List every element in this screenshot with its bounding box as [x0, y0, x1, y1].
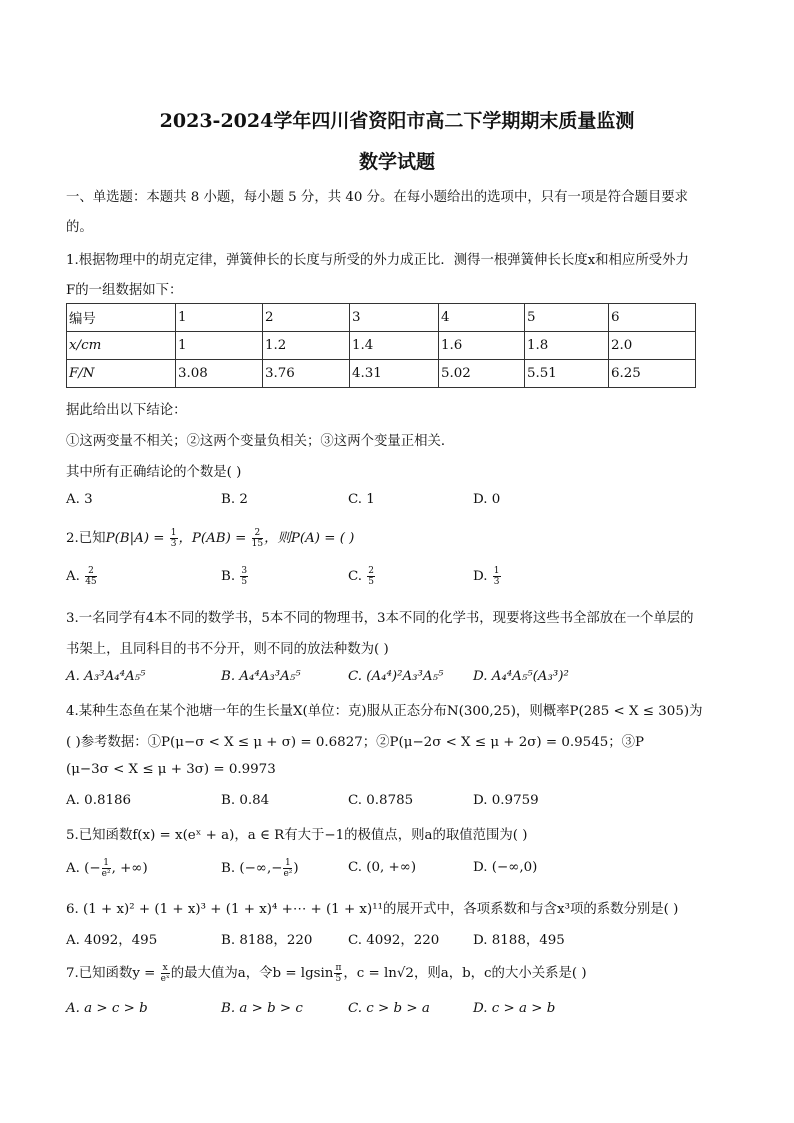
q7-option-b: B. a > b > c	[221, 1001, 303, 1016]
table-cell: 1.4	[350, 332, 439, 360]
fraction-numerator: 2	[85, 566, 96, 577]
q2-p-ba: P(B|A) =	[105, 531, 169, 546]
option-fraction	[102, 858, 111, 879]
q2-fraction-1	[170, 528, 178, 549]
q6-stem: 6. (1 + x)² + (1 + x)³ + (1 + x)⁴ +⋯ + (1 + x)¹¹的展开式中，各项系数和与含x³项的系数分别是( )	[66, 902, 679, 917]
q1-option-d: D. 0	[473, 492, 501, 507]
q4-stem-line1: 4.某种生态鱼在某个池塘一年的生长量X(单位：克)服从正态分布N(300,25)，则概率P(285 < X ≤ 305)为	[66, 704, 703, 719]
page-subtitle: 数学试题	[358, 151, 435, 173]
option-prefix: A. (−	[66, 861, 101, 876]
q2-option-b	[221, 566, 249, 587]
q3-option-c: C. (A₄⁴)²A₃³A₅⁵	[348, 669, 444, 684]
q2-fraction-2	[252, 528, 263, 549]
table-cell: 2.0	[609, 332, 696, 360]
q6-option-b: B. 8188，220	[221, 933, 313, 948]
option-letter: C.	[348, 569, 363, 584]
option-fraction	[493, 566, 501, 587]
q4-option-c: C. 0.8785	[348, 793, 414, 808]
fraction-denominator: e²	[283, 869, 293, 879]
q4-option-a: A. 0.8186	[66, 793, 132, 808]
q4-option-b: B. 0.84	[221, 793, 270, 808]
q5-option-d: D. (−∞,0)	[473, 860, 538, 875]
fraction-numerator: 1	[103, 858, 109, 868]
q3-option-a: A. A₃³A₄⁴A₅⁵	[66, 669, 146, 684]
option-suffix: )	[293, 861, 299, 876]
table-cell: 1.2	[263, 332, 350, 360]
option-letter: B.	[221, 569, 236, 584]
q7-stem	[66, 962, 587, 984]
table-row	[67, 304, 696, 332]
q7-stem-post: ，c = ln√2，则a，b，c的大小关系是( )	[343, 966, 587, 981]
q1-question: 其中所有正确结论的个数是( )	[66, 465, 242, 480]
q1-stem-line2: F的一组数据如下：	[66, 283, 183, 298]
q7-fraction-x-over-ex	[161, 963, 170, 984]
q2-option-a	[66, 566, 98, 587]
table-cell: 4	[439, 304, 525, 332]
q2-stem	[66, 527, 354, 549]
q3-option-d: D. A₄⁴A₅⁵(A₃³)²	[473, 669, 569, 684]
fraction-numerator: π	[335, 963, 342, 973]
q1-data-table	[66, 303, 696, 388]
table-cell: 2	[263, 304, 350, 332]
q1-conclusions: ①这两变量不相关；②这两个变量负相关；③这两个变量正相关．	[66, 434, 455, 449]
table-cell: 5.02	[439, 360, 525, 388]
option-prefix: B. (−∞,−	[221, 861, 283, 876]
table-cell: 1	[176, 332, 263, 360]
fraction-denominator: 5	[335, 974, 342, 984]
q4-stem-line3: (μ−3σ < X ≤ μ + 3σ) = 0.9973	[66, 762, 276, 777]
q6-option-a: A. 4092，495	[66, 933, 158, 948]
option-fraction	[240, 566, 248, 587]
table-cell: 4.31	[350, 360, 439, 388]
table-cell: 1.6	[439, 332, 525, 360]
fraction-numerator: 2	[368, 566, 375, 576]
fraction-numerator: 3	[241, 566, 248, 576]
q1-stem-line1: 1.根据物理中的胡克定律，弹簧伸长的长度与所受的外力成正比．测得一根弹簧伸长长度x和相应所受外力	[66, 253, 689, 268]
fraction-denominator: eˣ	[160, 974, 170, 984]
q2-p-ab: ，P(AB) =	[178, 531, 251, 546]
q1-option-b: B. 2	[221, 492, 248, 507]
fraction-denominator: e²	[101, 869, 111, 879]
q4-stem-line2: ( )参考数据：①P(μ−σ < X ≤ μ + σ) = 0.6827；②P(μ−2σ < X ≤ μ + 2σ) = 0.9545；③P	[66, 735, 645, 750]
q3-stem-line1: 3.一名同学有4本不同的数学书，5本不同的物理书，3本不同的化学书，现要将这些书全部放在一个单层的	[66, 611, 694, 626]
fraction-denominator: 15	[251, 539, 264, 549]
table-cell: x/cm	[67, 332, 176, 360]
fraction-denominator: 3	[170, 539, 177, 549]
q5-option-c: C. (0, +∞)	[348, 860, 417, 875]
q7-option-c: C. c > b > a	[348, 1001, 430, 1016]
page-title: 2023-2024学年四川省资阳市高二下学期期末质量监测	[159, 110, 635, 132]
option-fraction	[283, 858, 292, 879]
fraction-denominator: 5	[241, 577, 248, 587]
q7-fraction-pi-over-5	[334, 963, 342, 984]
table-cell: 6	[609, 304, 696, 332]
q6-option-c: C. 4092，220	[348, 933, 440, 948]
table-cell: 3.08	[176, 360, 263, 388]
section-instruction-line1: 一、单选题：本题共 8 小题，每小题 5 分，共 40 分。在每小题给出的选项中，只有一项是符合题目要求	[66, 190, 689, 205]
q7-option-d: D. c > a > b	[473, 1001, 556, 1016]
fraction-numerator: 2	[252, 528, 263, 539]
q5-stem: 5.已知函数f(x) = x(eˣ + a)，a ∈ R有大于−1的极值点，则a的取值范围为( )	[66, 828, 528, 843]
table-cell: 1.8	[525, 332, 609, 360]
option-letter: A.	[66, 569, 80, 584]
table-row	[67, 360, 696, 388]
fraction-numerator: 1	[285, 858, 291, 868]
table-cell: 5	[525, 304, 609, 332]
q3-stem-line2: 书架上，且同科目的书不分开，则不同的放法种数为( )	[66, 642, 389, 657]
table-cell: F/N	[67, 360, 176, 388]
option-suffix: , +∞)	[111, 861, 148, 876]
fraction-denominator: 3	[493, 577, 500, 587]
q1-option-a: A. 3	[66, 492, 93, 507]
option-fraction	[367, 566, 375, 587]
table-cell: 编号	[67, 304, 176, 332]
q6-option-d: D. 8188，495	[473, 933, 565, 948]
fraction-denominator: 45	[85, 577, 97, 587]
q1-option-c: C. 1	[348, 492, 375, 507]
table-cell: 3	[350, 304, 439, 332]
option-letter: D.	[473, 569, 488, 584]
q7-stem-pre: 7.已知函数y =	[66, 966, 160, 981]
fraction-numerator: x	[161, 963, 170, 974]
q4-option-d: D. 0.9759	[473, 793, 539, 808]
table-cell: 5.51	[525, 360, 609, 388]
q5-option-a	[66, 858, 148, 879]
table-cell: 3.76	[263, 360, 350, 388]
fraction-denominator: 5	[368, 577, 375, 587]
table-cell: 1	[176, 304, 263, 332]
q2-tail: ，则P(A) = ( )	[264, 531, 355, 546]
q3-option-b: B. A₄⁴A₃³A₅⁵	[221, 669, 301, 684]
option-fraction	[85, 566, 96, 587]
q7-option-a: A. a > c > b	[66, 1001, 148, 1016]
q2-option-d	[473, 566, 502, 587]
section-instruction-line2: 的。	[66, 220, 93, 235]
q5-option-b	[221, 858, 299, 879]
q1-after-table: 据此给出以下结论：	[66, 403, 187, 418]
table-cell: 6.25	[609, 360, 696, 388]
q2-option-c	[348, 566, 376, 587]
q2-stem-prefix: 2.已知	[66, 531, 106, 546]
q7-stem-mid: 的最大值为a，令b = lgsin	[170, 966, 334, 981]
fraction-numerator: 1	[493, 566, 500, 576]
table-row	[67, 332, 696, 360]
fraction-numerator: 1	[170, 528, 177, 538]
